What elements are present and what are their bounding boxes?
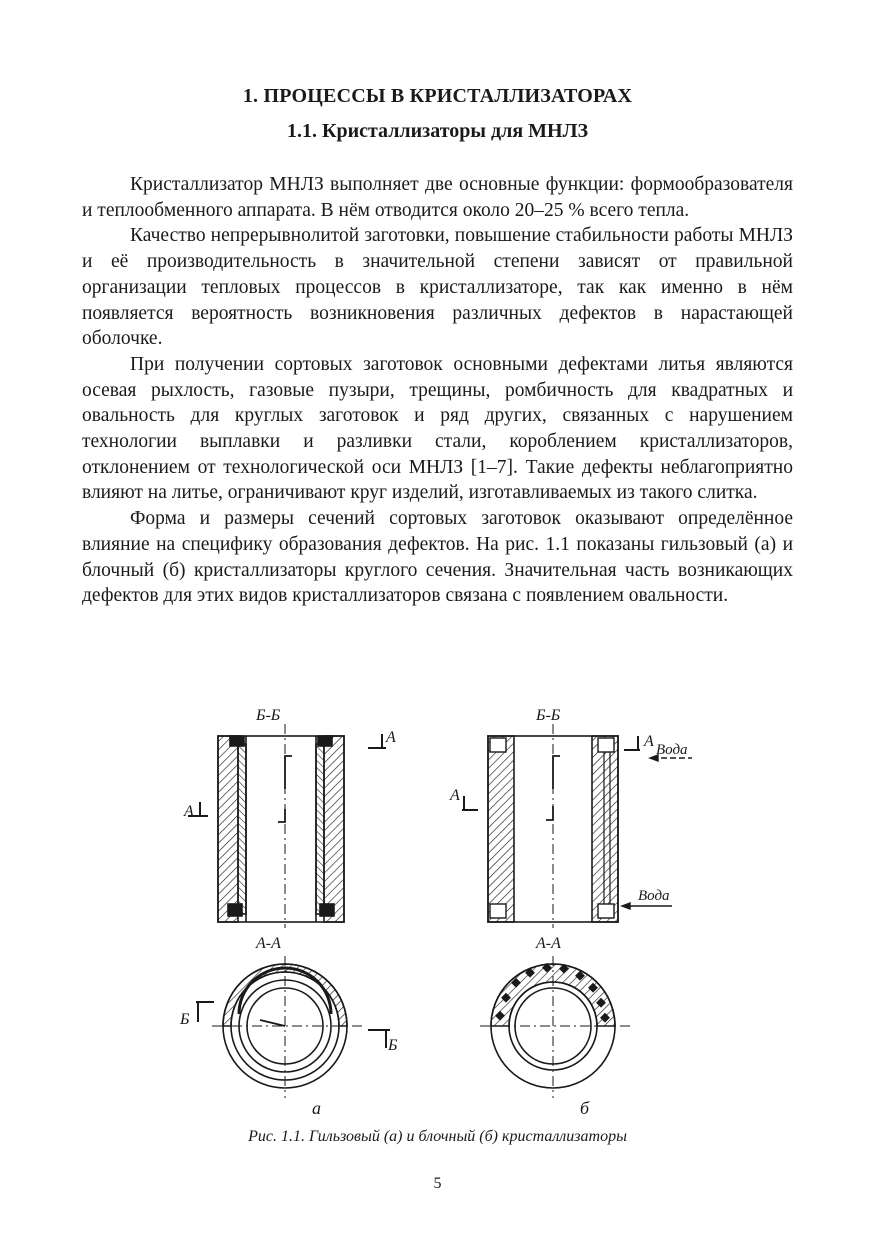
section-marker-b-left	[196, 1002, 214, 1022]
section-marker-b-right	[368, 1030, 390, 1048]
figure-crystallizers	[172, 694, 692, 1126]
label-section-bb-a: Б-Б	[256, 707, 281, 724]
page-number: 5	[433, 1175, 442, 1192]
paragraph-2: Качество непрерывнолитой заготовки, повышение стабильности работы МНЛЗ и её производительность в значительной степени зависят от правильной организации тепловых процессов в кристаллизаторе, так как именно в нём появляется вероятность возникновения различных дефектов в нарастающей оболочке.	[82, 225, 793, 350]
label-subfigure-b: б	[580, 1098, 590, 1118]
sleeve-longitudinal-section	[218, 724, 344, 928]
crystallizer-drawing	[172, 694, 692, 1126]
label-water-top: Вода	[656, 742, 688, 758]
label-section-aa-b: А-А	[536, 935, 561, 952]
block-longitudinal-section	[488, 724, 618, 928]
figure-caption: Рис. 1.1. Гильзовый (а) и блочный (б) кристаллизаторы	[248, 1128, 627, 1145]
label-marker-a-left-b: А	[450, 787, 460, 804]
label-subfigure-a: а	[312, 1098, 321, 1118]
block-cross-section	[480, 956, 634, 1098]
section-title: 1.1. Кристаллизаторы для МНЛЗ	[286, 120, 589, 142]
label-water-bottom: Вода	[638, 888, 670, 904]
paragraph-3: При получении сортовых заготовок основными дефектами литья являются осевая рыхлость, газовые пузыри, трещины, ромбичность для квадратных и овальность для круглых заготовок и ряд других, связанных с нарушением технологии выплавки и разливки стали, короблением кристаллизаторов, отклонением от технологической оси МНЛЗ [1–7]. Такие дефекты неблагоприятно влияют на литье, ограничивают круг изделий, изготавливаемых из такого слитка.	[82, 353, 793, 504]
paragraph-4: Форма и размеры сечений сортовых заготовок оказывают определённое влияние на специфику образования дефектов. На рис. 1.1 показаны гильзовый (а) и блочный (б) кристаллизаторы круглого сечения. Значительная часть возникающих дефектов для этих видов кристаллизаторов связана с появлением овальности.	[82, 508, 793, 607]
section-marker-a-right-b	[624, 736, 640, 750]
label-section-aa-a: А-А	[256, 935, 281, 952]
section-marker-a-right	[368, 734, 386, 748]
label-marker-a-right: А	[386, 729, 396, 746]
sleeve-cross-section	[212, 956, 362, 1098]
label-marker-b-left: Б	[180, 1011, 190, 1028]
section-marker-a-left-b	[462, 796, 478, 810]
label-marker-b-right: Б	[388, 1037, 398, 1054]
label-marker-a-left: А	[184, 803, 194, 820]
label-section-bb-b: Б-Б	[536, 707, 561, 724]
body-text	[82, 172, 793, 609]
paragraph-1: Кристаллизатор МНЛЗ выполняет две основные функции: формообразователя и теплообменного аппарата. В нём отводится около 20–25 % всего тепла.	[82, 174, 793, 221]
chapter-title: 1. ПРОЦЕССЫ В КРИСТАЛЛИЗАТОРАХ	[242, 85, 633, 107]
label-marker-a-right-b: А	[644, 733, 654, 750]
